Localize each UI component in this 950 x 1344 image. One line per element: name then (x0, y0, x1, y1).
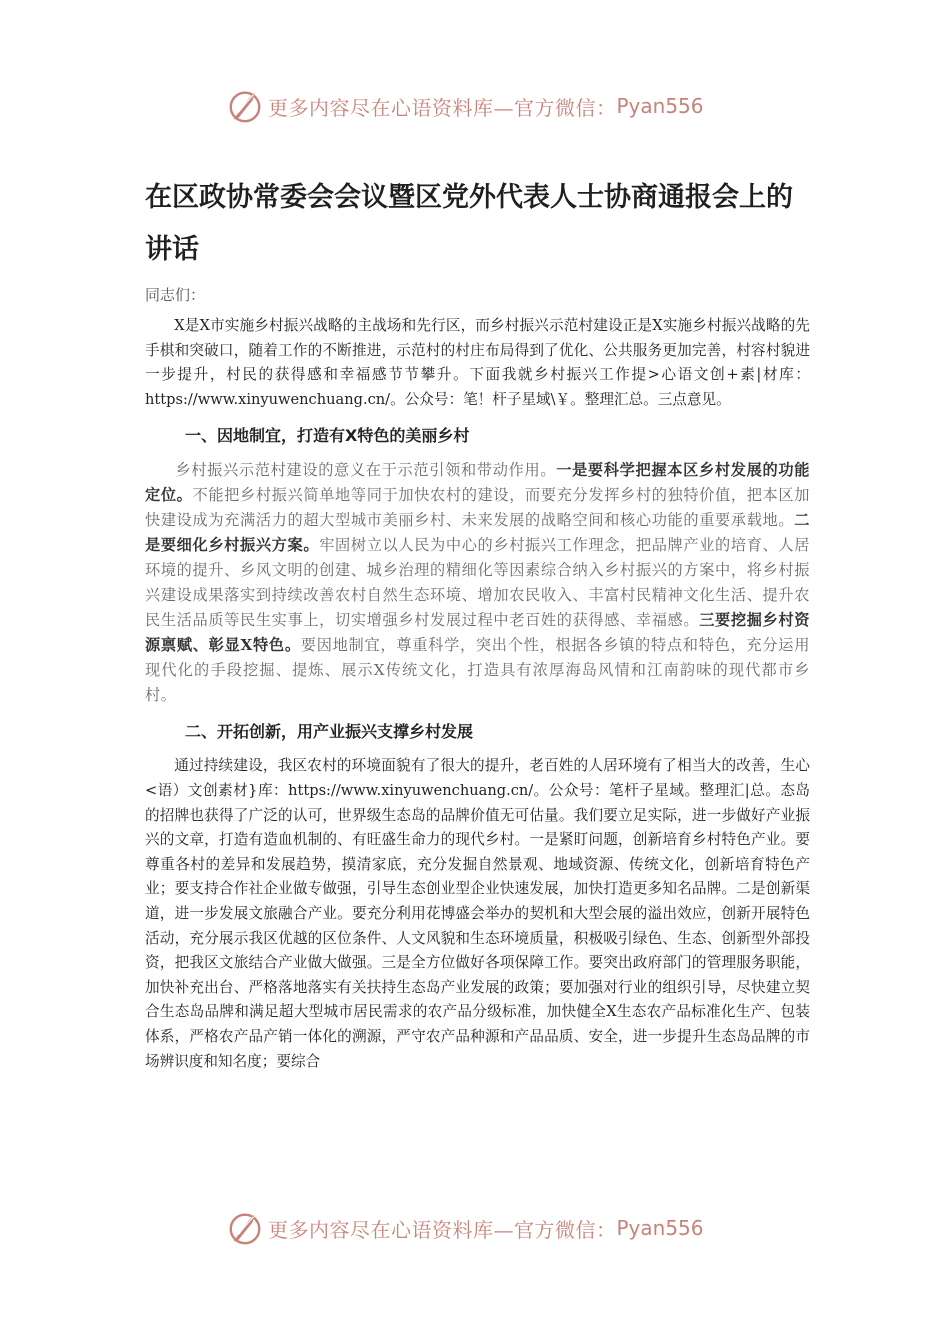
document-body (145, 172, 810, 1074)
footer-watermark-banner (226, 1207, 746, 1249)
s1-bold-2: 二是要细化乡村振兴方案。 (145, 511, 810, 555)
s1-text-2: 不能把乡村振兴简单地等同于加快农村的建设，而要充分发挥乡村的独特价值，把本区加快建设成为充满活力的超大型城市美丽乡村、未来发展的战略空间和核心功能的重要承载地。 (145, 486, 810, 530)
header-watermark-banner (226, 85, 746, 127)
intro-paragraph: X是X市实施乡村振兴战略的主战场和先行区，而乡村振兴示范村建设正是X实施乡村振兴战略的先手棋和突破口，随着工作的不断推进，示范村的村庄布局得到了优化、公共服务更加完善，村容村貌进一步提升，村民的获得感和幸福感节节攀升。下面我就乡村振兴工作提>心语文创+素|材库：https://www.xinyuwenchuang.cn/。公众号：笔！杆子星域\￥。整理汇总。三点意见。 (145, 317, 810, 408)
quill-logo-icon (226, 87, 264, 125)
section-heading-2: 二、开拓创新，用产业振兴支撑乡村发展 (185, 722, 474, 742)
quill-logo-icon (226, 1209, 264, 1247)
banner-text: 更多内容尽在心语资料库—官方微信： (268, 95, 617, 120)
section-heading-1: 一、因地制宜，打造有X特色的美丽乡村 (185, 426, 470, 446)
page-title: 在区政协常委会会议暨区党外代表人士协商通报会上的讲话 (145, 182, 793, 265)
banner-wechat-id: Pyan556 (616, 94, 704, 118)
greeting: 同志们： (145, 286, 206, 304)
s1-text-3: 牢固树立以人民为中心的乡村振兴工作理念，把品牌产业的培育、人居环境的提升、乡风文明的创建、城乡治理的精细化等因素综合纳入乡村振兴的方案中，将乡村振兴建设成果落实到持续改善农村自然生态环境、增加农民收入、丰富村民精神文化生活、提升农民生活品质等民生实事上，切实增强乡村发展过程中老百姓的获得感、幸福感。 (145, 536, 810, 630)
banner-wechat-id: Pyan556 (616, 1216, 704, 1240)
s1-text-1: 乡村振兴示范村建设的意义在于示范引领和带动作用。 (175, 461, 557, 480)
section-1-paragraph (145, 458, 810, 708)
s1-bold-3: 三要挖掘乡村资源禀赋、彰显X特色。 (145, 611, 810, 655)
s1-text-4: 要因地制宜，尊重科学，突出个性，根据各乡镇的特点和特色，充分运用现代化的手段挖掘、提炼、展示X传统文化，打造具有浓厚海岛风情和江南韵味的现代都市乡村。 (145, 636, 810, 705)
banner-text: 更多内容尽在心语资料库—官方微信： (268, 1217, 617, 1242)
section-2-paragraph: 通过持续建设，我区农村的环境面貌有了很大的提升，老百姓的人居环境有了相当大的改善，生心<语）文创素材}库：https://www.xinyuwenchuang.cn/。公众号：笔杆子星域。整理汇|总。态岛的招牌也获得了广泛的认可，世界级生态岛的品牌价值无可估量。我们要立足实际，进一步做好产业振兴的文章，打造有造血机制的、有旺盛生命力的现代乡村。一是紧盯问题，创新培育乡村特色产业。要尊重各村的差异和发展趋势，摸清家底，充分发掘自然景观、地域资源、传统文化，创新培育特色产业；要支持合作社企业做专做强，引导生态创业型企业快速发展，加快打造更多知名品牌。二是创新渠道，进一步发展文旅融合产业。要充分利用花博盛会举办的契机和大型会展的溢出效应，创新开展特色活动，充分展示我区优越的区位条件、人文风貌和生态环境质量，积极吸引绿色、生态、创新型外部投资，把我区文旅结合产业做大做强。三是全方位做好各项保障工作。要突出政府部门的管理服务职能，加快补充出台、严格落地落实有关扶持生态岛产业发展的政策；要加强对行业的组织引导，尽快建立契合生态岛品牌和满足超大型城市居民需求的农产品分级标准，加快健全X生态农产品标准化生产、包装体系，严格农产品产销一体化的溯源，严守农产品种源和产品品质、安全，进一步提升生态岛品牌的市场辨识度和知名度；要综合 (145, 757, 810, 1070)
s1-bold-1: 一是要科学把握本区乡村发展的功能定位。 (145, 461, 810, 505)
